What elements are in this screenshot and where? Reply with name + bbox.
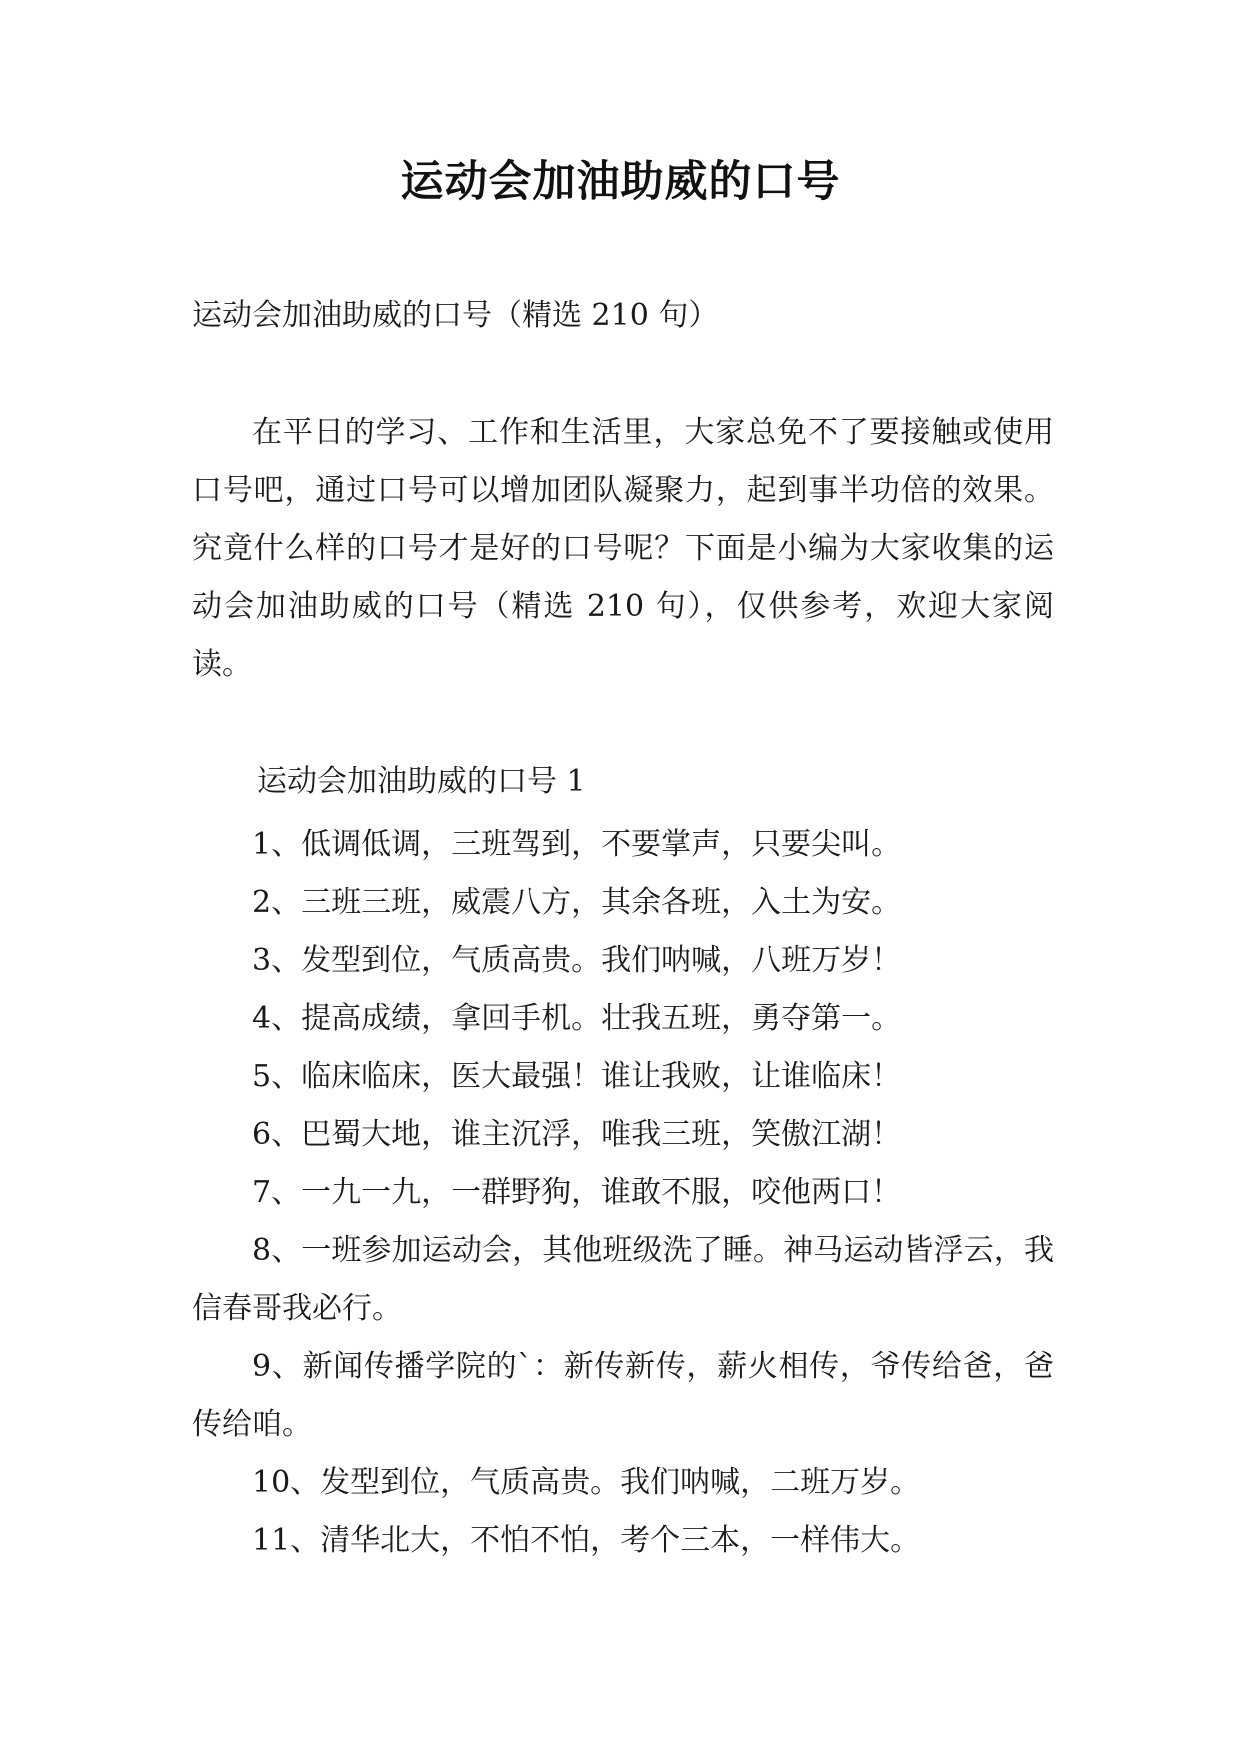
list-item: 6、巴蜀大地，谁主沉浮，唯我三班，笑傲江湖！	[252, 1117, 902, 1152]
list-item: 11、清华北大，不怕不怕，考个三本，一样伟大。	[252, 1523, 921, 1558]
list-item: 2、三班三班，威震八方，其余各班，入土为安。	[252, 885, 902, 920]
list-item: 10、发型到位，气质高贵。我们呐喊，二班万岁。	[252, 1465, 921, 1500]
list-item: 1、低调低调，三班驾到，不要掌声，只要尖叫。	[252, 827, 902, 862]
intro-paragraph: 在平日的学习、工作和生活里，大家总免不了要接触或使用口号吧，通过口号可以增加团队凝聚力，起到事半功倍的效果。究竟什么样的口号才是好的口号呢？下面是小编为大家收集的运动会加油助威的口号（精选 210 句），仅供参考，欢迎大家阅读。	[192, 415, 1054, 682]
list-item: 9、新闻传播学院的`：新传新传，薪火相传，爷传给爸，爸传给咱。	[192, 1349, 1054, 1442]
list-item: 3、发型到位，气质高贵。我们呐喊，八班万岁！	[252, 943, 902, 978]
slogan-list	[192, 816, 1054, 1570]
list-item: 4、提高成绩，拿回手机。壮我五班，勇夺第一。	[252, 1001, 902, 1036]
document-title: 运动会加油助威的口号	[400, 157, 841, 207]
section-heading: 运动会加油助威的口号 1	[257, 764, 586, 799]
document-subtitle: 运动会加油助威的口号（精选 210 句）	[192, 298, 719, 333]
list-item: 7、一九一九，一群野狗，谁敢不服，咬他两口！	[252, 1175, 902, 1210]
list-item: 8、一班参加运动会，其他班级洗了睡。神马运动皆浮云，我信春哥我必行。	[192, 1233, 1054, 1326]
list-item: 5、临床临床，医大最强！谁让我败，让谁临床！	[252, 1059, 902, 1094]
